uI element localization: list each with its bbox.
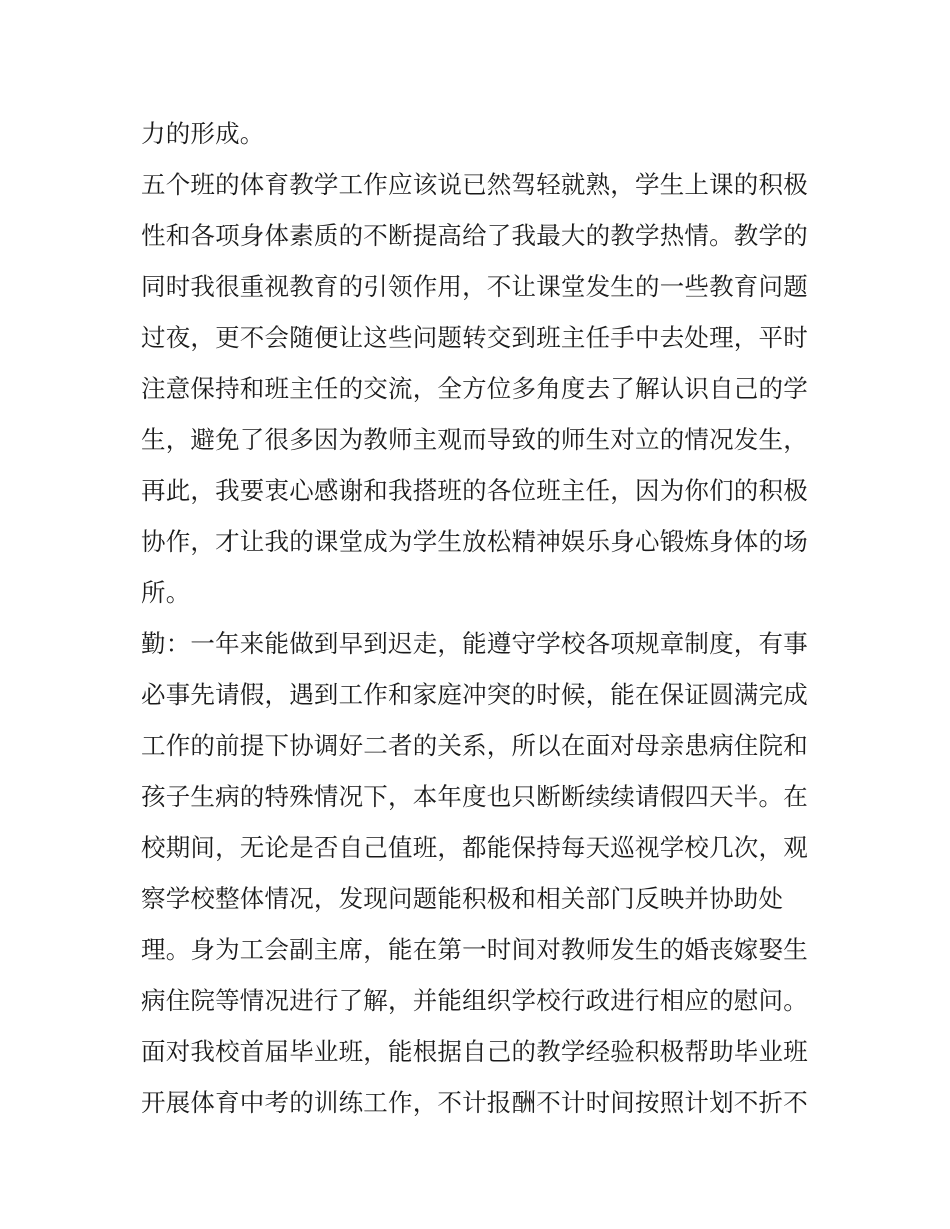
text-line: 理。身为工会副主席，能在第一时间对教师发生的婚丧嫁娶生 xyxy=(141,935,808,964)
text-line: 校期间，无论是否自己值班，都能保持每天巡视学校几次，观 xyxy=(141,833,808,862)
text-line: 性和各项身体素质的不断提高给了我最大的教学热情。教学的 xyxy=(141,221,808,250)
text-line: 力的形成。 xyxy=(141,119,265,148)
text-line: 察学校整体情况，发现问题能积极和相关部门反映并协助处 xyxy=(141,884,784,913)
text-line: 五个班的体育教学工作应该说已然驾轻就熟，学生上课的积极 xyxy=(141,170,808,199)
text-line: 协作，才让我的课堂成为学生放松精神娱乐身心锻炼身体的场 xyxy=(141,527,808,556)
text-line: 所。 xyxy=(141,578,191,607)
text-line: 开展体育中考的训练工作，不计报酬不计时间按照计划不折不 xyxy=(141,1088,808,1117)
text-line: 必事先请假，遇到工作和家庭冲突的时候，能在保证圆满完成 xyxy=(141,680,808,709)
body-text xyxy=(141,108,821,1128)
text-line: 勤：一年来能做到早到迟走，能遵守学校各项规章制度，有事 xyxy=(141,629,808,658)
text-line: 再此，我要衷心感谢和我搭班的各位班主任，因为你们的积极 xyxy=(141,476,808,505)
text-line: 工作的前提下协调好二者的关系，所以在面对母亲患病住院和 xyxy=(141,731,808,760)
text-line: 过夜，更不会随便让这些问题转交到班主任手中去处理，平时 xyxy=(141,323,808,352)
text-line: 生，避免了很多因为教师主观而导致的师生对立的情况发生， xyxy=(141,425,808,454)
text-line: 注意保持和班主任的交流，全方位多角度去了解认识自己的学 xyxy=(141,374,808,403)
text-line: 病住院等情况进行了解，并能组织学校行政进行相应的慰问。 xyxy=(141,986,808,1015)
text-line: 同时我很重视教育的引领作用，不让课堂发生的一些教育问题 xyxy=(141,272,808,301)
text-line: 孩子生病的特殊情况下，本年度也只断断续续请假四天半。在 xyxy=(141,782,808,811)
text-line: 面对我校首届毕业班，能根据自己的教学经验积极帮助毕业班 xyxy=(141,1037,808,1066)
